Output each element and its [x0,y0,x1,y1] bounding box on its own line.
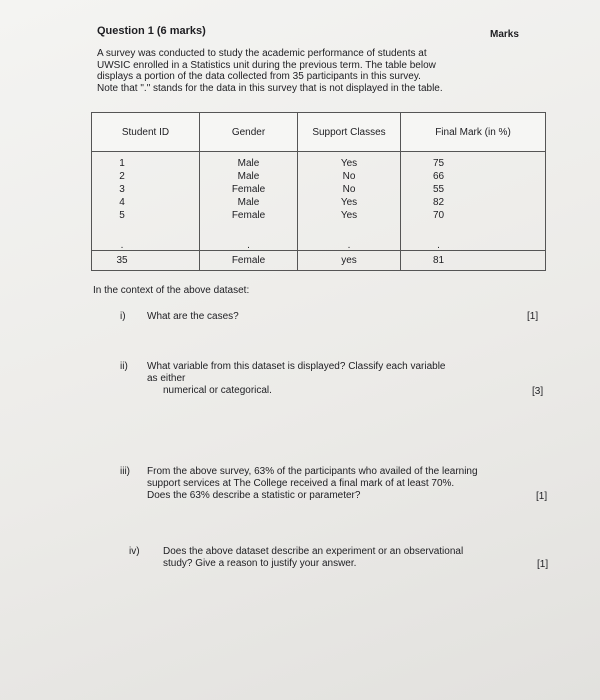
table-header-row [92,113,546,152]
question-number: i) [120,311,126,322]
question-line: Does the above dataset describe an experiment or an observational [163,546,464,557]
last-final-mark: 81 [401,251,546,271]
table-body-row [92,152,546,251]
question-iii-text [147,466,478,502]
question-line: study? Give a reason to justify your answer. [163,558,357,569]
support-cell [298,152,401,251]
question-ii-text [147,361,445,397]
question-line: support services at The College received a final mark of at least 70%. [147,478,455,489]
question-mark: [3] [532,386,544,397]
intro-line: Note that "." stands for the data in this survey that is not displayed in the table. [97,82,443,94]
gender-values: Male Male Female Male Female [231,158,266,221]
header-gender: Gender [200,113,298,152]
ellipsis-dot: . [347,240,351,251]
question-number: ii) [120,361,128,372]
question-line: What are the cases? [147,311,239,322]
last-support: yes [298,251,401,271]
intro-line: A survey was conducted to study the academic performance of students at [97,48,427,59]
ellipsis-dot: . [247,240,250,251]
question-mark: [1] [527,311,539,322]
last-student-id: 35 [92,251,200,271]
marks-heading: Marks [490,29,519,40]
last-gender: Female [200,251,298,271]
student-id-values: 1 2 3 4 5 [119,158,125,221]
final-mark-cell [401,152,546,251]
header-support-classes: Support Classes [298,113,401,152]
question-title: Question 1 (6 marks) [97,25,206,37]
header-student-id: Student ID [92,113,200,152]
question-line: From the above survey, 63% of the participants who availed of the learning [147,466,478,477]
question-line: What variable from this dataset is displayed? Classify each variable [147,361,446,372]
support-values: Yes No No Yes Yes [340,158,358,221]
ellipsis-dot: . [437,240,440,251]
question-iv-text [163,546,463,570]
question-mark: [1] [536,491,548,502]
student-id-cell [92,152,200,251]
table-last-row [92,251,546,271]
question-number: iii) [120,466,130,477]
header-final-mark: Final Mark (in %) [401,113,546,152]
question-line: as either [147,373,186,384]
intro-line: UWSIC enrolled in a Statistics unit during the previous term. The table below [97,59,436,71]
ellipsis-dot: . [120,240,124,251]
question-line: Does the 63% describe a statistic or parameter? [147,490,361,501]
final-mark-values: 75 66 55 82 70 [432,158,445,221]
question-number: iv) [129,546,140,557]
context-text: In the context of the above dataset: [93,285,250,296]
question-mark: [1] [537,559,549,570]
intro-paragraph [97,48,497,94]
question-i-text [147,311,239,323]
intro-line: displays a portion of the data collected from 35 participants in this survey. [97,71,421,82]
gender-cell [200,152,298,251]
survey-data-table [91,112,546,271]
question-line: numerical or categorical. [163,385,272,396]
